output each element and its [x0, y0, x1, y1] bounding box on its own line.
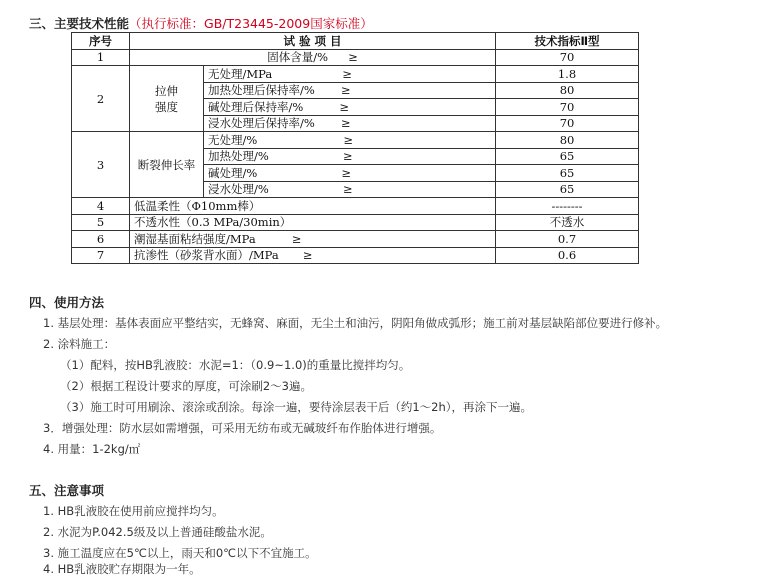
spec-value: 65 — [496, 148, 639, 165]
subitem-label: 无处理/% — [208, 132, 258, 147]
list-item: 4. HB乳液胶贮存期限为一年。 — [43, 562, 201, 576]
spec-value: 0.6 — [496, 247, 639, 264]
header-item: 试 验 项 目 — [130, 33, 496, 50]
test-subitem — [204, 132, 496, 149]
row-number: 3 — [72, 132, 130, 198]
test-item-label: 抗渗性（砂浆背水面）/MPa — [134, 248, 279, 263]
list-item: 1. 基层处理：基体表面应平整结实，无蜂窝、麻面，无尘土和油污，阴阳角做成弧形；施工前对基层缺陷部位要进行修补。 — [43, 316, 668, 330]
test-item — [130, 231, 496, 248]
test-subitem — [204, 181, 496, 198]
test-subitem — [204, 165, 496, 182]
standard-note: （执行标准：GB/T23445-2009国家标准） — [129, 16, 373, 31]
section-3-heading: 三、主要技术性能 — [29, 16, 130, 31]
subitem-label: 浸水处理后保持率/% — [208, 116, 315, 131]
group-label-line: 强度 — [155, 99, 178, 114]
ge-symbol: ≥ — [302, 248, 313, 263]
list-item: 4. 用量：1-2kg/㎡ — [43, 442, 141, 456]
technical-spec-table — [71, 32, 639, 264]
ge-symbol: ≥ — [342, 149, 353, 164]
test-item-label: 潮湿基面粘结强度/MPa — [134, 231, 256, 246]
ge-symbol: ≥ — [342, 182, 353, 197]
section-3-title — [29, 14, 373, 32]
list-item: 3. 施工温度应在5℃以上，雨天和0℃以下不宜施工。 — [43, 546, 317, 560]
spec-value: 70 — [496, 99, 639, 116]
section-5-title: 五、注意事项 — [29, 483, 105, 498]
test-item: 低温柔性（Φ10mm棒） — [130, 198, 496, 215]
test-item-label: 固体含量/% — [267, 50, 329, 65]
list-item: （2）根据工程设计要求的厚度，可涂刷2～3遍。 — [60, 379, 312, 393]
test-subitem — [204, 99, 496, 116]
table-row — [72, 247, 639, 264]
test-group-tensile — [130, 66, 204, 132]
spec-value: 65 — [496, 181, 639, 198]
subitem-label: 碱处理/% — [208, 165, 258, 180]
header-no: 序号 — [72, 33, 130, 50]
test-subitem — [204, 82, 496, 99]
test-subitem — [204, 66, 496, 83]
ge-symbol: ≥ — [340, 116, 351, 131]
group-label-line: 拉伸 — [155, 83, 178, 98]
test-subitem — [204, 115, 496, 132]
spec-value: 80 — [496, 132, 639, 149]
row-number: 5 — [72, 214, 130, 231]
table-row — [72, 198, 639, 215]
ge-symbol: ≥ — [291, 231, 302, 246]
section-4-title: 四、使用方法 — [29, 295, 105, 310]
spec-value: 70 — [496, 115, 639, 132]
spec-value: 70 — [496, 49, 639, 66]
row-number: 6 — [72, 231, 130, 248]
table-row — [72, 66, 639, 83]
table-row — [72, 231, 639, 248]
ge-symbol: ≥ — [343, 132, 353, 147]
subitem-label: 加热处理后保持率/% — [208, 83, 315, 98]
spec-value: 1.8 — [496, 66, 639, 83]
spec-value: 80 — [496, 82, 639, 99]
subitem-label: 碱处理后保持率/% — [208, 99, 304, 114]
list-item: 1. HB乳液胶在使用前应搅拌均匀。 — [43, 504, 224, 518]
list-item: （1）配料，按HB乳液胶：水泥=1：（0.9~1.0)的重量比搅拌均匀。 — [60, 358, 411, 372]
list-item: 2. 水泥为P.042.5级及以上普通硅酸盐水泥。 — [43, 525, 272, 539]
header-value: 技术指标Ⅱ型 — [496, 33, 639, 50]
table-header-row — [72, 33, 639, 50]
test-group-elongation: 断裂伸长率 — [130, 132, 204, 198]
test-item: 不透水性（0.3 MPa/30min） — [130, 214, 496, 231]
ge-symbol: ≥ — [348, 50, 358, 65]
table-row — [72, 132, 639, 149]
list-item: （3）施工时可用刷涂、滚涂或刮涂。每涂一遍，要待涂层表干后（约1～2h），再涂下一遍。 — [60, 400, 532, 414]
list-item: 2. 涂料施工： — [43, 337, 116, 351]
subitem-label: 浸水处理/% — [208, 182, 269, 197]
test-subitem — [204, 148, 496, 165]
ge-symbol: ≥ — [340, 83, 351, 98]
test-item — [130, 247, 496, 264]
subitem-label: 加热处理/% — [208, 149, 269, 164]
row-number: 2 — [72, 66, 130, 132]
row-number: 4 — [72, 198, 130, 215]
list-item: 3．增强处理：防水层如需增强，可采用无纺布或无碱玻纤布作胎体进行增强。 — [43, 421, 442, 435]
table-row — [72, 214, 639, 231]
ge-symbol: ≥ — [339, 99, 349, 114]
spec-value: 0.7 — [496, 231, 639, 248]
spec-value: 不透水 — [496, 214, 639, 231]
spec-value: 65 — [496, 165, 639, 182]
ge-symbol: ≥ — [342, 66, 352, 81]
spec-value: -------- — [496, 198, 639, 215]
table-row — [72, 49, 639, 66]
ge-symbol: ≥ — [341, 165, 351, 180]
subitem-label: 无处理/MPa — [208, 66, 273, 81]
row-number: 1 — [72, 49, 130, 66]
test-item — [130, 49, 496, 66]
row-number: 7 — [72, 247, 130, 264]
